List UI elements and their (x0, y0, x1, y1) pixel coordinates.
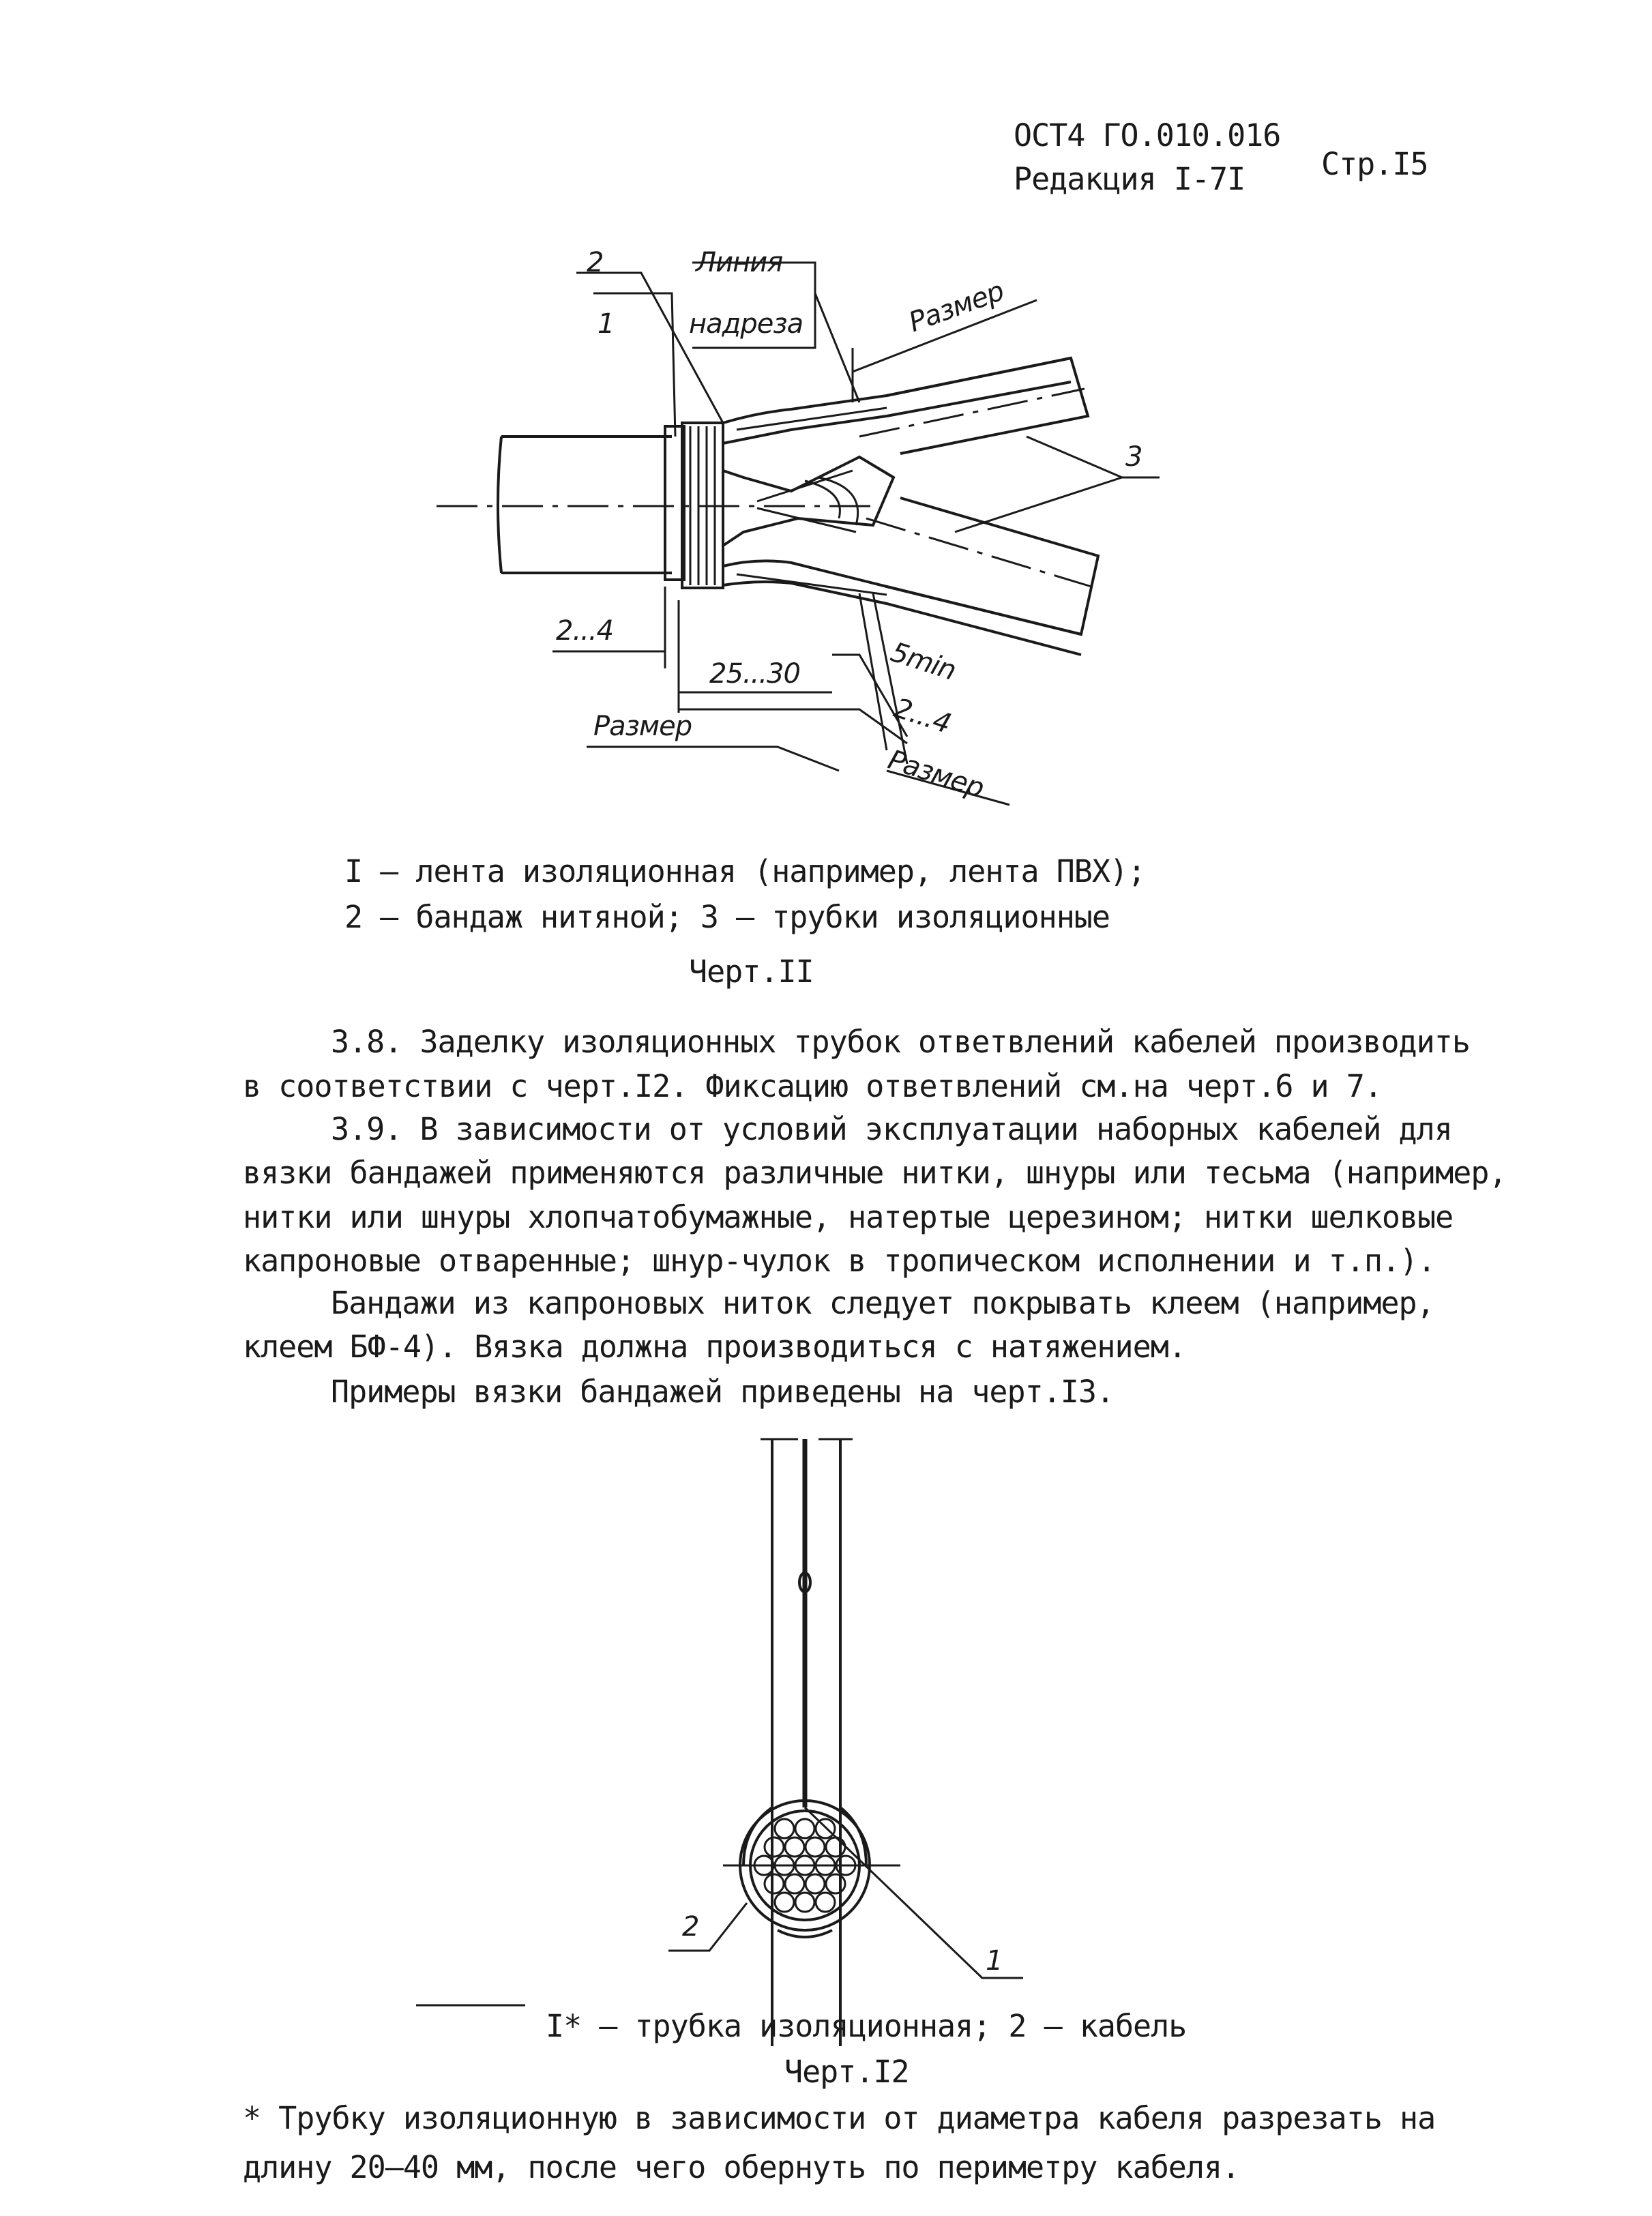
fig12-legend: I* – трубка изоляционная; 2 – кабель (546, 2008, 1187, 2044)
fig11-label-cut-line-1: Линия (696, 247, 783, 278)
fig11-label-dim-2-4-left: 2...4 (556, 615, 614, 647)
fig11-label-3: 3 (1125, 441, 1142, 473)
fig11-legend-line2: 2 – бандаж нитяной; 3 – трубки изоляционные (344, 899, 1110, 935)
fig11-legend-line1: I – лента изоляционная (например, лента ПВХ); (344, 853, 1146, 889)
paragraph-3-9-line4: капроновые отваренные; шнур-чулок в тропическом исполнении и т.п.). (243, 1243, 1436, 1279)
page-number: Стр.I5 (1321, 146, 1428, 182)
fig11-label-dim-5min: 5min (887, 636, 960, 687)
footnote-line2: длину 20–40 мм, после чего обернуть по периметру кабеля. (243, 2149, 1240, 2185)
fig11-caption: Черт.II (689, 954, 814, 990)
footnote-line1: * Трубку изоляционную в зависимости от диаметра кабеля разрезать на (243, 2100, 1436, 2136)
paragraph-examples: Примеры вязки бандажей приведены на черт.I3. (331, 1374, 1115, 1410)
paragraph-bandage-line2: клеем БФ-4). Вязка должна производиться с натяжением. (243, 1329, 1186, 1365)
fig11-label-2: 2 (587, 247, 604, 278)
fig11-label-1: 1 (598, 308, 615, 340)
fig11-label-size-top: Размер (904, 275, 1008, 339)
fig12-label-2: 2 (682, 1911, 699, 1942)
fig11-label-size-left: Размер (593, 711, 692, 742)
fig11-label-size-right: Размер (884, 743, 988, 805)
fig11-label-cut-line-2: надреза (689, 308, 803, 340)
doc-number: ОСТ4 ГО.010.016 (1014, 117, 1281, 153)
paragraph-bandage-line1: Бандажи из капроновых ниток следует покрывать клеем (например, (331, 1285, 1434, 1321)
paragraph-3-8-line1: 3.8. Заделку изоляционных трубок ответвлений кабелей производить (331, 1024, 1470, 1060)
fig11-label-dim-25-30: 25...30 (709, 658, 800, 690)
fig12-caption: Черт.I2 (784, 2054, 909, 2090)
paragraph-3-9-line2: вязки бандажей применяются различные нитки, шнуры или тесьма (например, (243, 1155, 1507, 1191)
fig11-label-dim-2-4-right: 2...4 (889, 692, 955, 740)
paragraph-3-9-line1: 3.9. В зависимости от условий эксплуатации наборных кабелей для (331, 1111, 1452, 1147)
paragraph-3-9-line3: нитки или шнуры хлопчатобумажные, натертые церезином; нитки шелковые (243, 1199, 1454, 1235)
paragraph-3-8-line2: в соответствии с черт.I2. Фиксацию ответвлений см.на черт.6 и 7. (243, 1068, 1382, 1104)
fig12-label-1: 1 (986, 1945, 1003, 1977)
edition: Редакция I-7I (1014, 161, 1245, 197)
